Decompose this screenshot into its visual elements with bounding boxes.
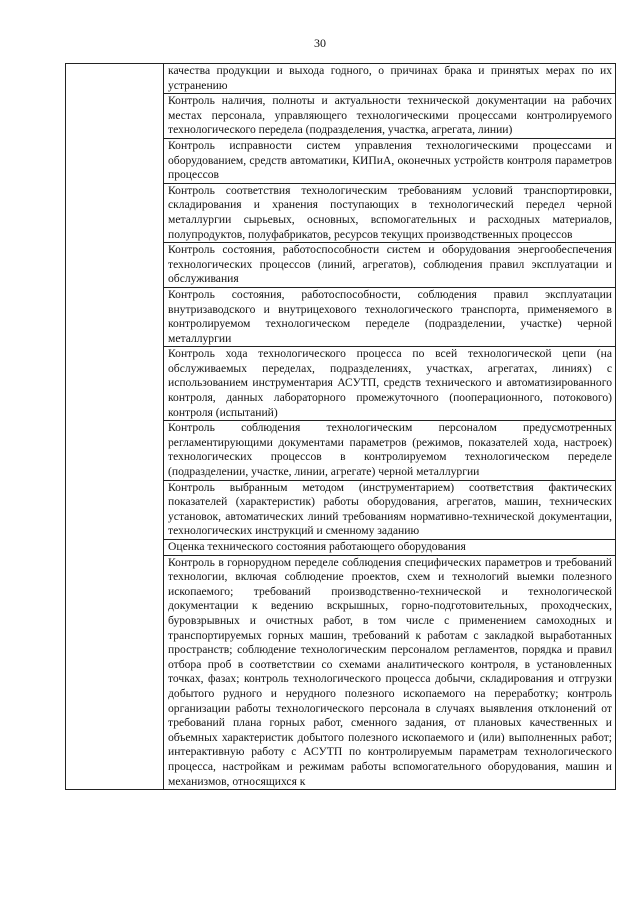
table-entry-2: Контроль наличия, полноты и актуальности технической документации на рабочих местах персонала, управляющего технологическими процессами контролируемого технологического передела (подразделения, участка, агрегата, линии) — [164, 94, 615, 139]
empty-left-column — [66, 64, 164, 790]
actions-column — [164, 64, 616, 790]
page-number: 30 — [314, 36, 326, 50]
table-entry-10: Оценка технического состояния работающего оборудования — [164, 540, 615, 556]
table-entry-9: Контроль выбранным методом (инструментарием) соответствия фактических показателей (характеристик) работы оборудования, агрегатов, машин, технических установок, автоматических линий требованиям нормативно-технической документации, технологических инструкций и сменному заданию — [164, 481, 615, 540]
table-entry-4: Контроль соответствия технологическим требованиям условий транспортировки, складирования и хранения поступающих в технологический передел черной металлургии сырьевых, основных, вспомогательных и расходных материалов, полупродуктов, полуфабрикатов, ресурсов текущих производственных процессов — [164, 184, 615, 243]
table-entry-5: Контроль состояния, работоспособности систем и оборудования энергообеспечения технологических процессов (линий, агрегатов), соблюдения правил эксплуатации и обслуживания — [164, 243, 615, 288]
table-entry-8: Контроль соблюдения технологическим персоналом предусмотренных регламентирующими документами параметров (режимов, показателей хода, настроек) технологических процессов в контролируемом технологическом переделе (подразделении, участке, линии, агрегате) черной металлургии — [164, 421, 615, 480]
table-row — [66, 64, 616, 790]
table-entry-7: Контроль хода технологического процесса по всей технологической цепи (на обслуживаемых переделах, подразделениях, участках, агрегатах, линиях) с использованием инструментария АСУТП, средств технического и автоматизированного контроля, данных лабораторного промежуточного (пооперационного, потокового) контроля (испытаний) — [164, 347, 615, 421]
table-entry-3: Контроль исправности систем управления технологическими процессами и оборудованием, средств автоматики, КИПиА, оконечных устройств контроля параметров процессов — [164, 139, 615, 184]
table-entry-11: Контроль в горнорудном переделе соблюдения специфических параметров и требований технологии, включая соблюдение проектов, схем и технологий выемки полезного ископаемого; требований производственно-технической и технологической документации к ведению вскрышных, горно-подготовительных, проходческих, буровзрывных и очистных работ, в том числе с применением самоходных и транспортируемых горных машин, требований к работам с закладкой выработанных пространств; соблюдение технологическим персоналом регламентов, порядка и правил отбора проб в соответствии со схемами аналитического контроля, в установленных точках, фазах; контроль технологического процесса добычи, складирования и отгрузки добытого рудного и нерудного полезного ископаемого на переработку; контроль организации работы технологического персонала в случаях выявления отклонений от требований плана горных работ, сменного задания, от плановых качественных и объемных характеристик добытого полезного ископаемого и (или) выполненных работ; интерактивную работу с АСУТП по контролируемым параметрам технологического процесса, настройкам и режимам работы вспомогательного оборудования, машин и механизмов, относящихся к — [168, 555, 612, 788]
table-entry-1: качества продукции и выхода годного, о причинах брака и принятых мерах по их устранению — [164, 64, 615, 94]
table-entry-6: Контроль состояния, работоспособности, соблюдения правил эксплуатации внутризаводского и внутрицехового технологического транспорта, применяемого в контролируемом технологическом переделе (подразделении, участке) черной металлургии — [164, 288, 615, 347]
labor-functions-table — [65, 63, 616, 790]
